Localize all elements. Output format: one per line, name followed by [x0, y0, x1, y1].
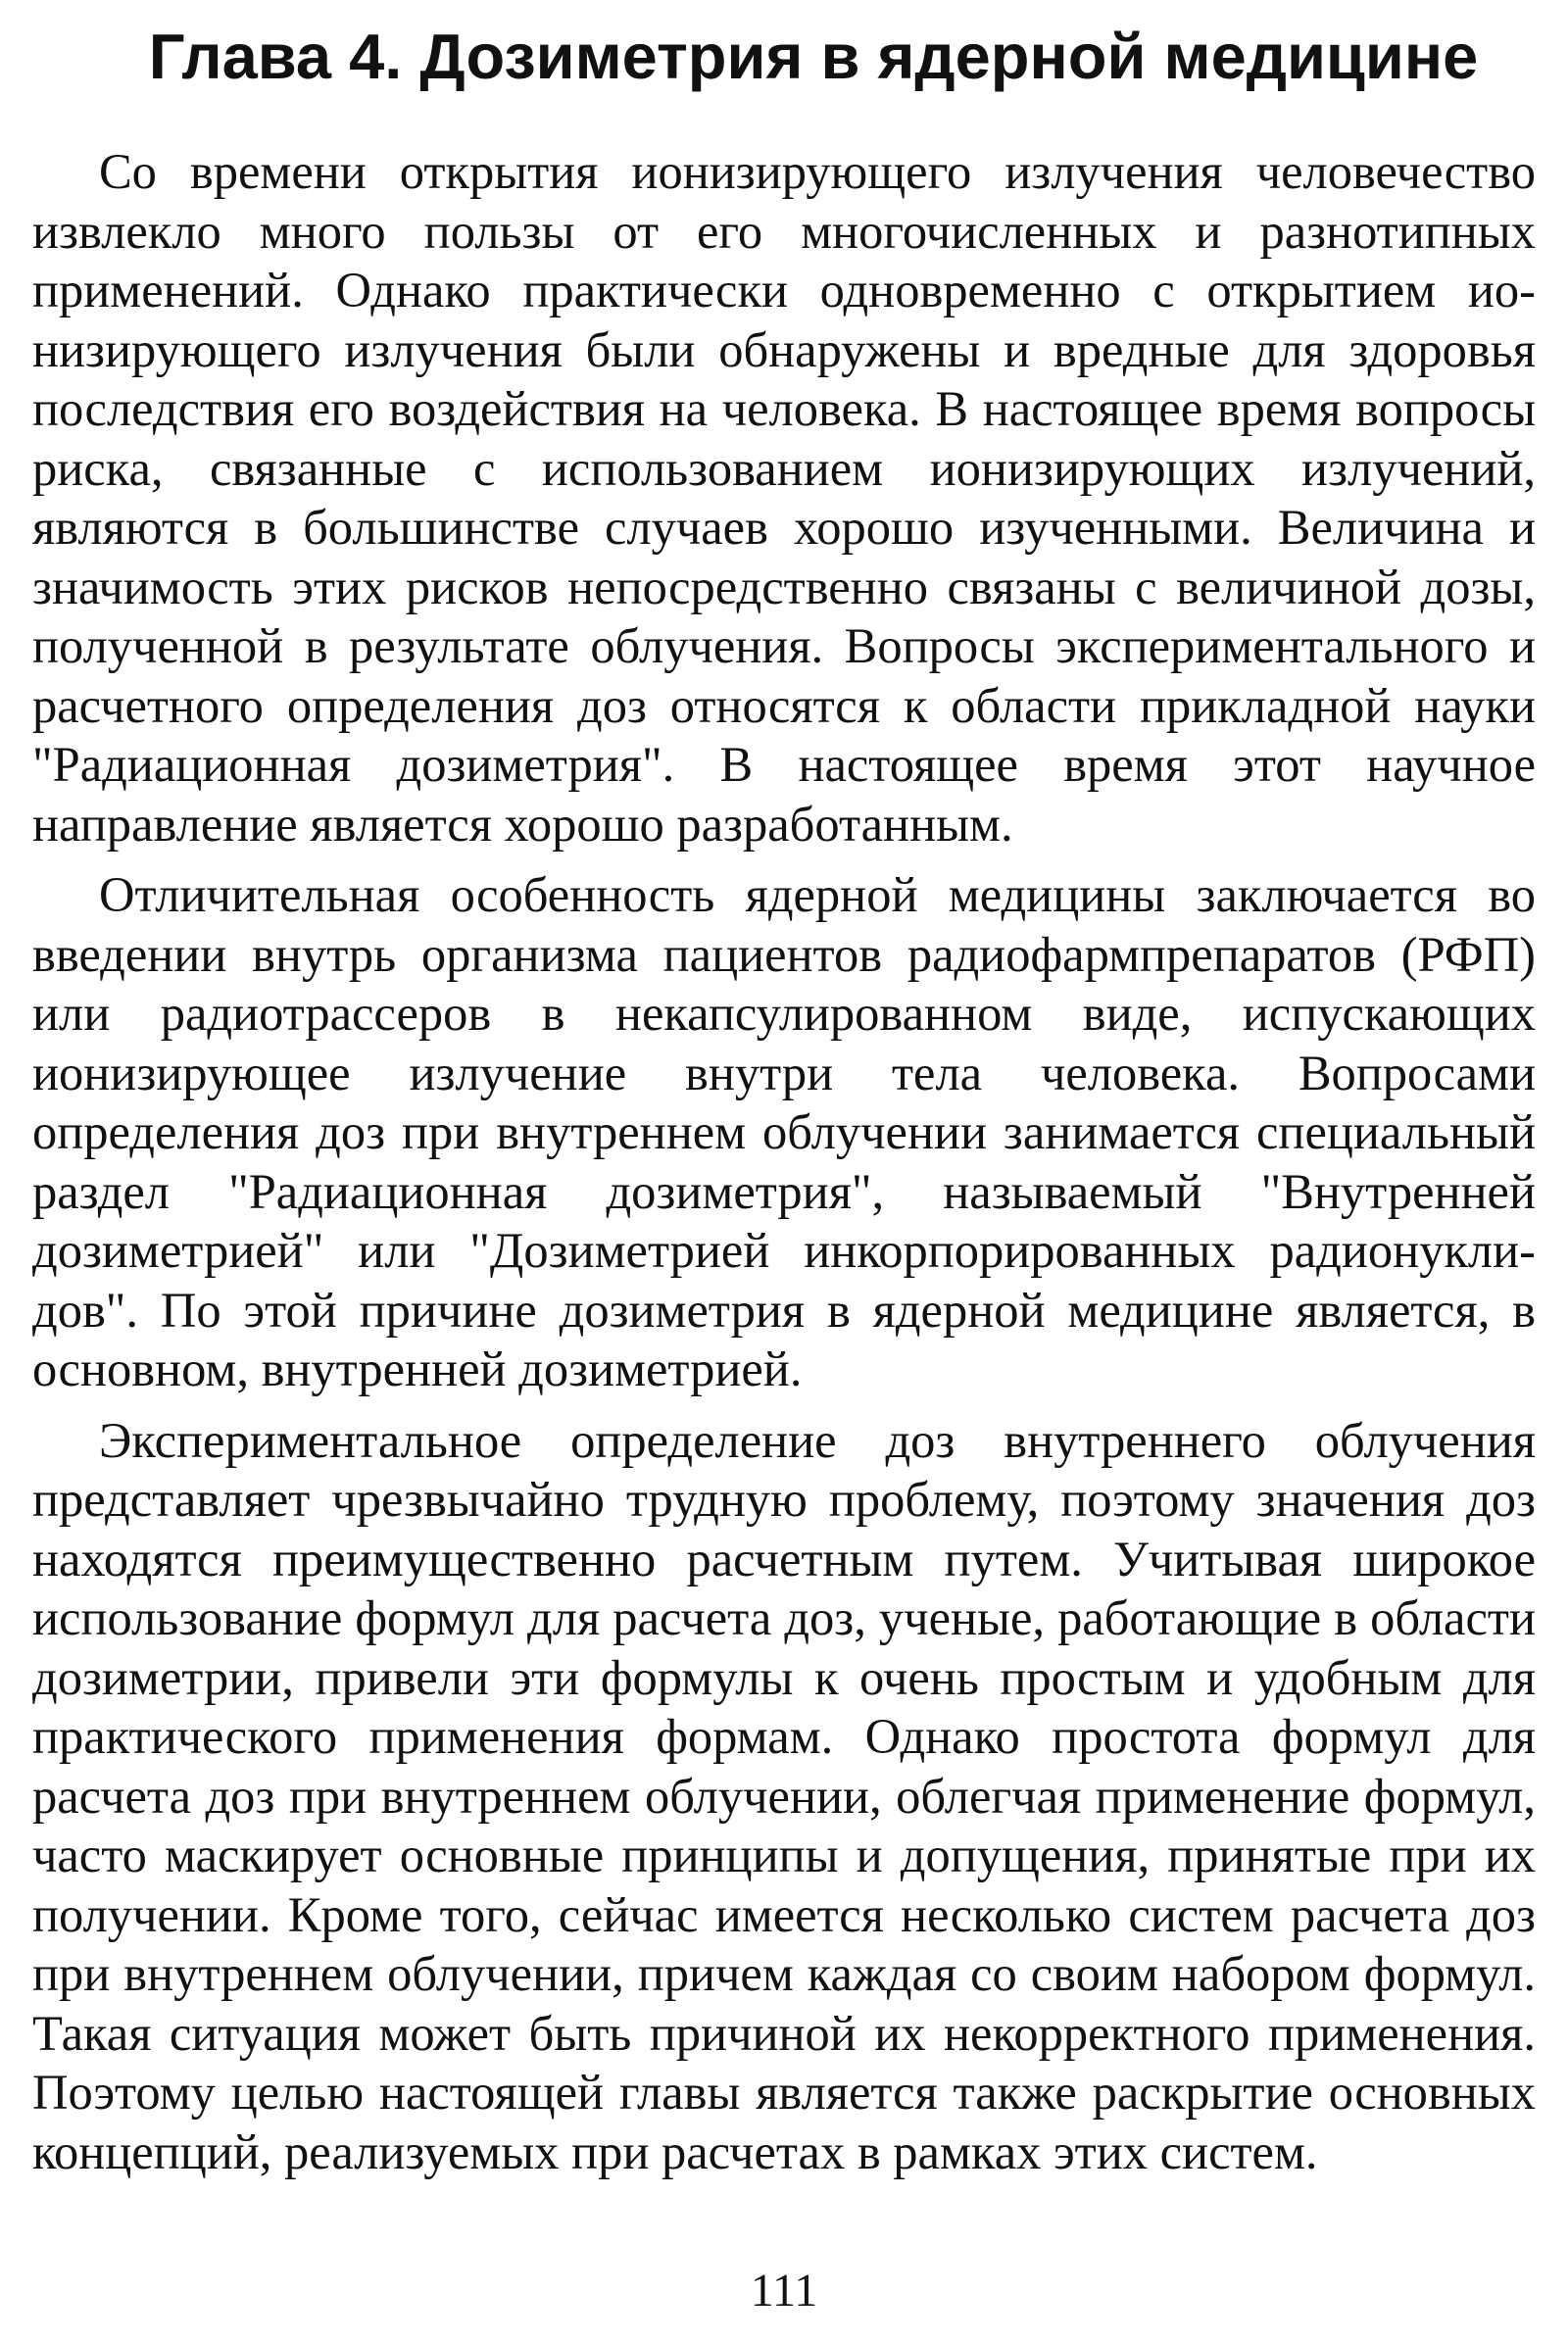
page-number: 111 [750, 2265, 818, 2317]
chapter-title: Глава 4. Дозиметрия в ядерной медицине [148, 21, 1479, 92]
paragraph-3: Экспериментальное определение доз внутреннего облучения представляет чрезвычайно трудную проблему, поэтому значения доз находятся преимущественно расчетным путем. Учитывая широкое использование формул для расчета доз, ученые, работающие в области дозиметрии, привели эти формулы к очень простым и удобным для практического применения формам. Однако простота формул для расчета доз при внутреннем облучении, облегчая применение формул, часто маскирует основные принципы и допущения, принятые при их получении. Кроме того, сейчас имеется несколько систем расчета доз при внутреннем облучении, причем каждая со своим набором формул. Такая ситуация может быть причиной их некорректного применения. Поэтому целью настоящей главы является также раскрытие основных концепций, реализуемых при расчетах в рамках этих систем. [32, 1412, 1536, 2179]
body-text [32, 142, 1536, 2193]
paragraph-1: Со времени открытия ионизирующего излучения человечество извлекло много пользы от его многочисленных и разнотипных применений. Однако практически одновременно с открытием ионизирующего излучения были обнаружены и вредные для здоровья последствия его воздействия на человека. В настоящее время вопросы риска, связанные с использованием ионизирующих излучений, являются в большинстве случаев хорошо изученными. Величина и значимость этих рисков непосредственно связаны с величиной дозы, полученной в результате облучения. Вопросы экспериментального и расчетного определения доз относятся к области прикладной науки "Радиационная дозиметрия". В настоящее время этот научное направление является хорошо разработанным. [32, 144, 1536, 852]
paragraph-2: Отличительная особенность ядерной медицины заключается во введении внутрь организма пациентов радиофармпрепаратов (РФП) или радиотрассеров в некапсулированном виде, испускающих ионизирующее излучение внутри тела человека. Вопросами определения доз при внутреннем облучении занимается специальный раздел "Радиационная дозиметрия", называемый "Внутренней дозиметрией" или "Дозиметрией инкорпорированных радионуклидов". По этой причине дозиметрия в ядерной медицине является, в основном, внутренней дозиметрией. [32, 867, 1536, 1396]
